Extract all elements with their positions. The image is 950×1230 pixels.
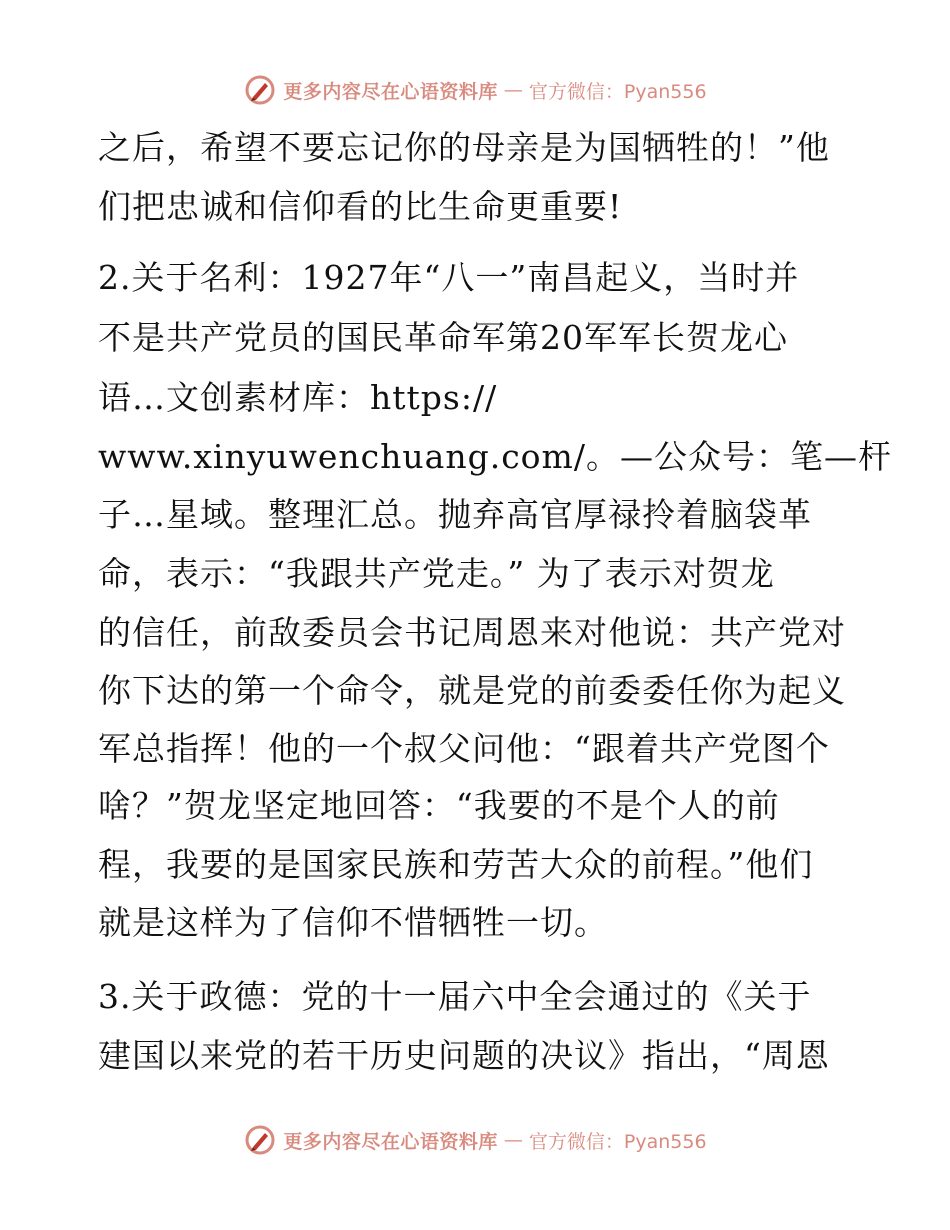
banner-brand-text: 更多内容尽在心语资料库	[283, 1130, 498, 1153]
body-line: 不是共产党员的国民革命军第20军军长贺龙心	[98, 318, 788, 357]
pen-logo-icon	[243, 1123, 277, 1157]
body-line: 程，我要的是国家民族和劳苦大众的前程。”他们	[98, 845, 814, 884]
body-line: 建国以来党的若干历史问题的决议》指出，“周恩	[98, 1036, 830, 1075]
pen-logo-icon	[243, 73, 277, 107]
body-line: 语…文创素材库：https://	[98, 378, 498, 417]
banner-wechat-text: 官方微信：Pyan556	[528, 1130, 707, 1153]
banner-wechat-text: 官方微信：Pyan556	[528, 80, 707, 103]
body-line: 命，表示：“我跟共产党走。” 为了表示对贺龙	[98, 554, 775, 593]
body-line: 3.关于政德：党的十一届六中全会通过的《关于	[98, 977, 812, 1016]
banner-separator: —	[503, 79, 523, 101]
footer-banner	[0, 1120, 950, 1160]
body-line: 们把忠诚和信仰看的比生命更重要!	[98, 187, 623, 226]
body-line: 的信任，前敌委员会书记周恩来对他说：共产党对	[98, 613, 846, 652]
body-line: 就是这样为了信仰不惜牺牲一切。	[98, 903, 608, 942]
banner-separator: —	[503, 1129, 523, 1151]
body-line: 军总指挥！他的一个叔父问他：“跟着共产党图个	[98, 729, 830, 768]
body-line: www.xinyuwenchuang.com/。—公众号：笔—杆	[98, 437, 892, 476]
header-banner	[0, 70, 950, 110]
body-line: 2.关于名利：1927年“八一”南昌起义，当时并	[98, 258, 800, 297]
body-line: 你下达的第一个命令，就是党的前委委任你为起义	[98, 671, 846, 710]
body-line: 子…星域。整理汇总。抛弃高官厚禄拎着脑袋革	[98, 495, 812, 534]
body-line: 之后，希望不要忘记你的母亲是为国牺牲的！”他	[98, 128, 830, 167]
body-line: 啥？”贺龙坚定地回答：“我要的不是个人的前	[98, 786, 780, 825]
banner-brand-text: 更多内容尽在心语资料库	[283, 80, 498, 103]
